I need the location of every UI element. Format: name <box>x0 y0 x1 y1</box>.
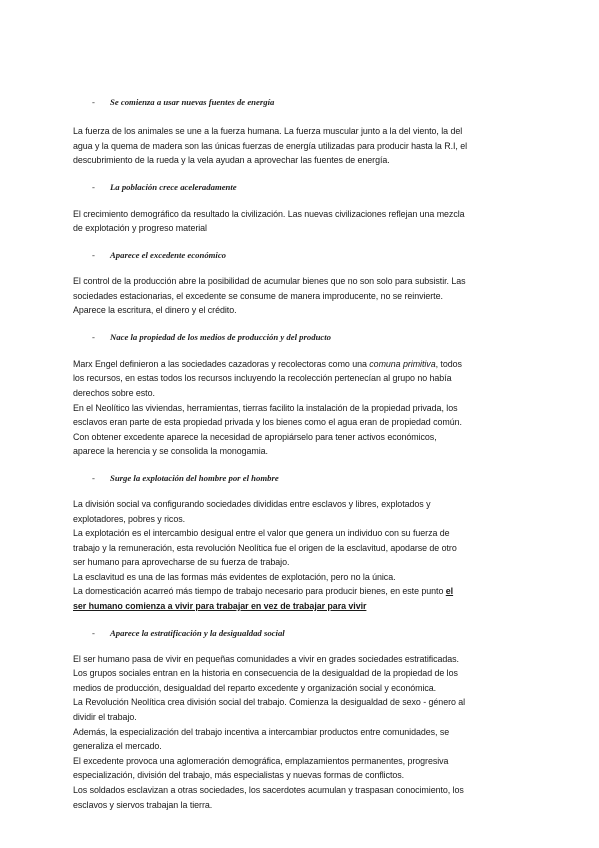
text-line: En el Neolítico las viviendas, herramientas, tierras facilito la instalación de la propiedad privada, los <box>73 402 458 413</box>
text-line: Los grupos sociales entran en la historia en consecuencia de la desigualdad de la propiedad de los <box>73 668 458 679</box>
text-run: , todos <box>435 358 462 369</box>
text-line: sociedades estacionarias, el excedente se consume de manera improducente, no se reinvierte. <box>73 290 443 301</box>
paragraph-exploitation <box>73 497 531 614</box>
text-line: descubrimiento de la rueda y la vela ayudan a aprovechar las fuentes de energía. <box>73 155 390 166</box>
bullet-dash: - <box>92 627 95 638</box>
text-line <box>73 357 531 372</box>
text-line: La esclavitud es una de las formas más evidentes de explotación, pero no la única. <box>73 571 396 582</box>
paragraph-property <box>73 357 531 459</box>
section-heading-text: Aparece el excedente económico <box>110 249 227 260</box>
bullet-dash: - <box>92 249 95 260</box>
section-heading-property <box>73 331 531 343</box>
text-run: Marx Engel definieron a las sociedades cazadoras y recolectoras como una <box>73 358 370 369</box>
text-line: los recursos, en estas todos los recursos incluyendo la recolección pertenecían al grupo no había <box>73 373 452 384</box>
text-line: Aparece la escritura, el dinero y el crédito. <box>73 305 237 316</box>
text-line: La explotación es el intercambio desigual entre el valor que genera un individuo con su fuerza de <box>73 528 450 539</box>
text-line: La Revolución Neolítica crea división social del trabajo. Comienza la desigualdad de sexo - género al <box>73 697 466 708</box>
section-heading-text: Aparece la estratificación y la desigualdad social <box>110 627 285 638</box>
text-line: especialización, división del trabajo, más especialistas y nuevas formas de conflictos. <box>73 770 405 781</box>
text-line: medios de producción, desigualdad del reparto excedente y organización social y económica. <box>73 682 437 693</box>
bullet-dash: - <box>92 472 95 483</box>
text-line: derechos sobre esto. <box>73 387 155 398</box>
text-line: de explotación y progreso material <box>73 223 207 234</box>
section-heading-text: Surge la explotación del hombre por el hombre <box>110 472 279 483</box>
text-line: El control de la producción abre la posibilidad de acumular bienes que no son solo para subsistir. Las <box>73 275 466 286</box>
text-line: esclavos eran parte de esta propiedad privada y los bienes como el agua eran de propiedad común. <box>73 417 462 428</box>
underlined-text: ser humano comienza a vivir para trabajar en vez de trabajar para vivir <box>73 601 367 612</box>
text-line: Los soldados esclavizan a otras sociedades, los sacerdotes acumulan y traspasan conocimiento, los <box>73 785 464 795</box>
text-line: generaliza el mercado. <box>73 741 162 752</box>
text-line: El ser humano pasa de vivir en pequeñas comunidades a vivir en grades sociedades estratificadas. <box>73 653 459 664</box>
paragraph-energy <box>73 124 531 168</box>
paragraph-population <box>73 207 531 236</box>
text-line: La división social va configurando sociedades divididas entre esclavos y libres, explotados y <box>73 498 431 509</box>
text-line: Además, la especialización del trabajo incentiva a intercambiar productos entre comunidades, se <box>73 726 450 737</box>
text-line: trabajo y la remuneración, esta revolución Neolítica fue el origen de la esclavitud, apodarse de otro <box>73 542 457 553</box>
section-heading-surplus <box>73 249 531 261</box>
text-line: explotadores, pobres y ricos. <box>73 513 186 524</box>
text-line: La fuerza de los animales se une a la fuerza humana. La fuerza muscular junto a la del viento, la del <box>73 126 463 136</box>
section-heading-stratification <box>73 627 531 639</box>
section-heading-population <box>73 181 531 193</box>
text-line <box>73 584 531 599</box>
section-heading-energy <box>73 96 531 108</box>
text-line: El crecimiento demográfico da resultado la civilización. Las nuevas civilizaciones reflejan una mezcla <box>73 208 465 219</box>
bullet-dash: - <box>92 331 95 342</box>
text-line: esclavos y siervos trabajan la tierra. <box>73 799 213 810</box>
bullet-dash: - <box>92 181 95 192</box>
paragraph-stratification <box>73 652 531 813</box>
underlined-text: el <box>445 586 454 597</box>
section-heading-text: Nace la propiedad de los medios de producción y del producto <box>110 331 332 342</box>
text-line: aparece la herencia y se consolida la monogamia. <box>73 446 268 457</box>
bullet-dash: - <box>92 97 95 107</box>
section-heading-text: La población crece aceleradamente <box>110 181 237 192</box>
text-line <box>73 599 531 614</box>
text-line: dividir el trabajo. <box>73 712 137 723</box>
text-run: La domesticación acarreó más tiempo de trabajo necesario para producir bienes, en este punto <box>73 586 446 597</box>
paragraph-surplus <box>73 274 531 318</box>
text-line: El excedente provoca una aglomeración demográfica, emplazamientos permanentes, progresiva <box>73 755 449 766</box>
document-body <box>73 96 531 812</box>
section-heading-exploitation <box>73 472 531 484</box>
italic-term: comuna primitiva <box>369 358 436 369</box>
text-line: ser humano para aprovecharse de su fuerza de trabajo. <box>73 557 290 568</box>
text-line: Con obtener excedente aparece la necesidad de apropiárselo para tener activos económicos, <box>73 431 437 442</box>
section-heading-text: Se comienza a usar nuevas fuentes de energía <box>110 97 275 107</box>
text-line: agua y la quema de madera son las únicas fuerzas de energía utilizadas para producir hasta la R.I, el <box>73 140 468 151</box>
